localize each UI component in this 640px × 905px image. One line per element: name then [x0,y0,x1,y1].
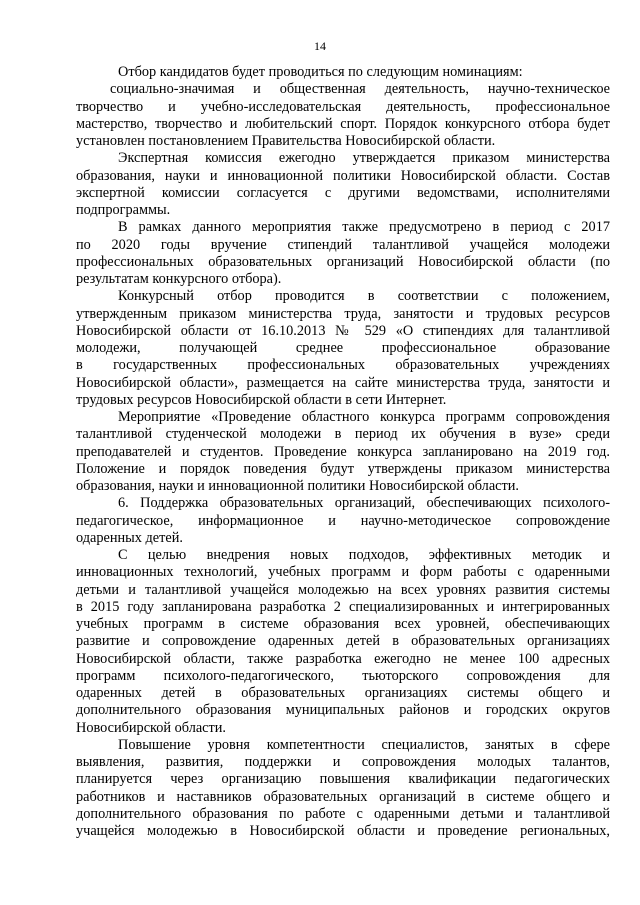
text-line: Мероприятие «Проведение областного конкурса программ сопровождения [118,409,610,425]
text-line: подпрограммы. [76,202,171,218]
text-line: социально-значимая и общественная деятельность, научно-техническое [110,81,610,98]
text-line: дополнительного образования муниципальных районов и городских округов [76,702,610,719]
text-line: 6. Поддержка образовательных организаций, обеспечивающих психолого- [118,495,610,512]
text-line: программ психолого-педагогического, тьюторского сопровождения для [76,667,610,684]
text-line: Конкурсный отбор проводится в соответствии с положением, [118,288,610,305]
text-line: по 2020 годы вручение стипендий талантливой учащейся молодежи [76,236,610,253]
text-line: Новосибирской области. [76,719,227,736]
text-line: образования, науки и инновационной политики Новосибирской области. [76,478,519,494]
text-line: экспертной комиссии согласуется с другими ведомствами, исполнителями [76,184,610,201]
text-line: Экспертная комиссия ежегодно утверждается приказом министерства [118,150,610,167]
text-line: С целью внедрения новых подходов, эффективных методик и [118,547,610,563]
text-line: педагогическое, информационное и научно-методическое сопровождение [76,512,610,529]
text-line: Новосибирской области, также разработка ежегодно не менее 100 адресных [76,650,610,667]
text-line: В рамках данного мероприятия также предусмотрено в период с 2017 [118,219,610,236]
text-line: дополнительного образования по работе с одаренными детьми и талантливой [76,805,610,822]
text-line: одаренных детей в образовательных организациях системы общего и [76,685,610,701]
text-line: детьми и талантливой учащейся молодежью на всех уровнях развития системы [76,581,610,598]
text-line: утвержденным приказом министерства труда, занятости и трудовых ресурсов [76,305,610,322]
text-line: одаренных детей. [76,529,183,546]
text-line: Положение и порядок поведения будут утверждены приказом министерства [76,460,610,477]
text-line: мастерство, творчество и любительский спорт. Порядок конкурсного отбора будет [76,115,610,132]
text-line: образования, науки и инновационной политики Новосибирской области. Состав [76,167,610,184]
text-line: Отбор кандидатов будет проводиться по следующим номинациям: [118,64,523,80]
text-line: развитие и сопровождение одаренных детей в образовательных организациях [76,633,610,650]
text-line: в государственных профессиональных образовательных учреждениях [76,357,610,374]
text-line: учащейся молодежью в Новосибирской области и проведение региональных, [76,823,610,839]
text-line: работников и наставников образовательных организаций в системе общего и [76,788,610,805]
text-line: в 2015 году запланирована разработка 2 специализированных и интегрированных [76,598,610,615]
text-line: Повышение уровня компетентности специалистов, занятых в сфере [118,736,610,753]
text-line: профессиональных образовательных организаций Новосибирской области (по [76,253,610,270]
text-line: учебных программ в системе образования всех уровней, обеспечивающих [76,616,610,632]
text-line: результатам конкурсного отбора). [76,271,282,287]
text-line: молодежи, получающей среднее профессиональное образование [76,340,610,356]
text-line: установлен постановлением Правительства Новосибирской области. [76,133,496,149]
text-line: талантливой студенческой молодежи в период их обучения в вузе» среди [76,426,610,443]
text-line: выявления, развития, поддержки и сопровождения молодых талантов, [76,754,610,770]
text-line: планируется через организацию повышения квалификации педагогических [76,771,610,788]
text-line: творчество и учебно-исследовательская деятельность, профессиональное [76,98,610,115]
page-number: 14 [314,39,326,53]
text-line: инновационных технологий, учебных программ и форм работы с одаренными [76,564,610,581]
text-line: Новосибирской области», размещается на сайте министерства труда, занятости и [76,374,610,391]
text-line: Новосибирской области от 16.10.2013 № 529 «О стипендиях для талантливой [76,322,610,339]
body-text [76,64,610,840]
text-line: преподавателей и студентов. Проведение конкурса запланировано на 2019 год. [76,443,610,460]
text-line: трудовых ресурсов Новосибирской области в сети Интернет. [76,391,447,408]
